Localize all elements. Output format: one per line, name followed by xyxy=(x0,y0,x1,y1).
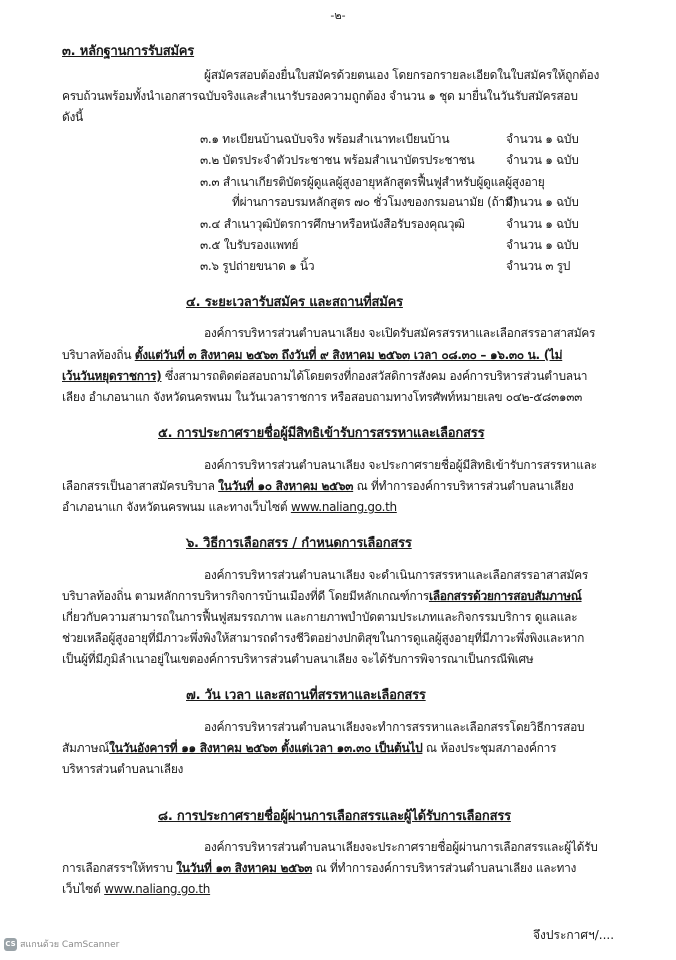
s3-item-6-qty: จำนวน ๓ รูป xyxy=(506,259,571,273)
s3-item-1-qty: จำนวน ๑ ฉบับ xyxy=(506,132,579,146)
camscanner-text: สแกนด้วย CamScanner xyxy=(20,940,120,950)
s5-line-2 xyxy=(62,477,573,496)
s3-item-3-qty: จำนวน ๑ ฉบับ xyxy=(506,195,579,209)
s6-line-1: องค์การบริหารส่วนตำบลนาเลียง จะดำเนินการสรรหาและเลือกสรรอาสาสมัคร xyxy=(204,568,588,582)
s7-interview-datetime: ในวันอังคารที่ ๑๑ สิงหาคม ๒๕๖๓ ตั้งแต่เวลา ๑๓.๓๐ เป็นต้นไป xyxy=(109,741,423,755)
s8-result-date: ในวันที่ ๑๓ สิงหาคม ๒๕๖๓ xyxy=(176,861,313,875)
s5-announcement-date: ในวันที่ ๑๐ สิงหาคม ๒๕๖๓ xyxy=(218,479,354,493)
page-number: -๒- xyxy=(330,9,346,22)
s3-item-6: ๓.๖ รูปถ่ายขนาด ๑ นิ้ว xyxy=(200,259,315,273)
s4-line-2 xyxy=(62,346,562,365)
s3-item-3-line-2: ที่ผ่านการอบรมหลักสูตร ๗๐ ชั่วโมงของกรมอนามัย (ถ้ามี) xyxy=(232,195,517,209)
s8-line-1: องค์การบริหารส่วนตำบลนาเลียงจะประกาศรายชื่อผู้ผ่านการเลือกสรรและผู้ได้รับ xyxy=(204,840,598,854)
s8-website-link[interactable]: www.naliang.go.th xyxy=(104,882,211,896)
s3-item-5-qty: จำนวน ๑ ฉบับ xyxy=(506,238,579,252)
s3-item-2-qty: จำนวน ๑ ฉบับ xyxy=(506,153,579,167)
s8-line-2-prefix: การเลือกสรรฯให้ทราบ xyxy=(62,861,177,875)
continuation-marker: จึงประกาศฯ/.... xyxy=(533,928,615,942)
s4-application-dates: ตั้งแต่วันที่ ๓ สิงหาคม ๒๕๖๓ ถึงวันที่ ๙ สิงหาคม ๒๕๖๓ xyxy=(134,348,410,362)
s6-line-3: เกี่ยวกับความสามารถในการฟื้นฟูสมรรถภาพ และกายภาพบำบัดตามประเภทและกิจกรรมบริการ ดูแลและ xyxy=(62,610,578,624)
s5-line-1: องค์การบริหารส่วนตำบลนาเลียง จะประกาศรายชื่อผู้มีสิทธิเข้ารับการสรรหาและ xyxy=(204,458,597,472)
camscanner-icon: CS xyxy=(4,938,17,951)
section-4-heading: ๔. ระยะเวลารับสมัคร และสถานที่สมัคร xyxy=(186,295,403,310)
s3-item-4-qty: จำนวน ๑ ฉบับ xyxy=(506,217,579,231)
s3-paragraph-line-1: ผู้สมัครสอบต้องยื่นใบสมัครด้วยตนเอง โดยกรอกรายละเอียดในใบสมัครให้ถูกต้อง xyxy=(204,68,600,82)
s5-line-2-prefix: เลือกสรรเป็นอาสาสมัครบริบาล xyxy=(62,479,219,493)
s4-line-1: องค์การบริหารส่วนตำบลนาเลียง จะเปิดรับสมัครสรรหาและเลือกสรรอาสาสมัคร xyxy=(204,326,596,340)
s5-line-2-rest: ณ ที่ทำการองค์การบริหารส่วนตำบลนาเลียง xyxy=(353,479,574,493)
section-7-heading: ๗. วัน เวลา และสถานที่สรรหาและเลือกสรร xyxy=(186,688,426,703)
s8-line-2-rest: ณ ที่ทำการองค์การบริหารส่วนตำบลนาเลียง และทาง xyxy=(312,861,577,875)
s5-line-3-prefix: อำเภอนาแก จังหวัดนครพนม และทางเว็บไซต์ xyxy=(62,500,291,514)
s4-no-holiday-note: เว้นวันหยุดราชการ) xyxy=(62,369,162,383)
s5-line-3 xyxy=(62,498,397,517)
s3-item-5: ๓.๕ ใบรับรองแพทย์ xyxy=(200,238,299,252)
camscanner-watermark xyxy=(4,937,119,951)
section-8-heading: ๘. การประกาศรายชื่อผู้ผ่านการเลือกสรรและผู้ได้รับการเลือกสรร xyxy=(158,809,511,824)
s7-line-2-rest: ณ ห้องประชุมสภาองค์การ xyxy=(422,741,557,755)
s8-line-3 xyxy=(62,880,210,899)
s7-line-3: บริหารส่วนตำบลนาเลียง xyxy=(62,762,184,776)
s7-line-2-prefix: สัมภาษณ์ xyxy=(62,741,110,755)
s6-line-2 xyxy=(62,587,582,606)
s3-item-4: ๓.๔ สำเนาวุฒิบัตรการศึกษาหรือหนังสือรับรองคุณวุฒิ xyxy=(200,217,465,231)
s8-line-2 xyxy=(62,859,576,878)
s4-line-2-prefix: บริบาลท้องถิ่น xyxy=(62,348,135,362)
s4-line-3 xyxy=(62,367,587,386)
s3-paragraph-line-3: ดังนี้ xyxy=(62,110,83,124)
s4-application-hours: เวลา ๐๘.๓๐ – ๑๖.๓๐ น. (ไม่ xyxy=(409,348,563,362)
s6-line-5: เป็นผู้ที่มีภูมิลำเนาอยู่ในเขตองค์การบริหารส่วนตำบลนาเลียง จะได้รับการพิจารณาเป็นกรณีพิเศษ xyxy=(62,652,534,666)
s3-item-2: ๓.๒ บัตรประจำตัวประชาชน พร้อมสำเนาบัตรประชาชน xyxy=(200,153,475,167)
s6-line-4: ช่วยเหลือผู้สูงอายุที่มีภาวะพึ่งพิงให้สามารถดำรงชีวิตอย่างปกติสุขในการดูแลผู้สูงอายุที่มีภาวะพึ่งพิงและหาก xyxy=(62,631,585,645)
section-6-heading: ๖. วิธีการเลือกสรร / กำหนดการเลือกสรร xyxy=(186,536,412,551)
s6-line-2-prefix: บริบาลท้องถิ่น ตามหลักการบริหารกิจการบ้านเมืองที่ดี โดยมีหลักเกณฑ์การ xyxy=(62,589,429,603)
s5-website-link[interactable]: www.naliang.go.th xyxy=(290,500,397,514)
section-3-heading: ๓. หลักฐานการรับสมัคร xyxy=(62,44,195,59)
s7-line-1: องค์การบริหารส่วนตำบลนาเลียงจะทำการสรรหาและเลือกสรรโดยวิธีการสอบ xyxy=(204,720,585,734)
section-5-heading: ๕. การประกาศรายชื่อผู้มีสิทธิเข้ารับการสรรหาและเลือกสรร xyxy=(158,426,485,441)
s6-interview-method: เลือกสรรด้วยการสอบสัมภาษณ์ xyxy=(428,589,582,603)
s4-line-3-rest: ซึ่งสามารถติดต่อสอบถามได้โดยตรงที่กองสวัสดิการสังคม องค์การบริหารส่วนตำบลนา xyxy=(161,369,588,383)
s3-item-1: ๓.๑ ทะเบียนบ้านฉบับจริง พร้อมสำเนาทะเบียนบ้าน xyxy=(200,132,450,146)
s3-paragraph-line-2: ครบถ้วนพร้อมทั้งนำเอกสารฉบับจริงและสำเนารับรองความถูกต้อง จำนวน ๑ ชุด มายื่นในวันรับสมัครสอบ xyxy=(62,89,578,103)
s3-item-3: ๓.๓ สำเนาเกียรติบัตรผู้ดูแลผู้สูงอายุหลักสูตรฟื้นฟูสำหรับผู้ดูแลผู้สูงอายุ xyxy=(200,175,545,189)
s4-line-4: เลียง อำเภอนาแก จังหวัดนครพนม ในวันเวลาราชการ หรือสอบถามทางโทรศัพท์หมายเลข ๐๔๒-๕๘๓๑๓๓ xyxy=(62,390,583,404)
s7-line-2 xyxy=(62,739,556,758)
s8-line-3-prefix: เว็บไซต์ xyxy=(62,882,105,896)
